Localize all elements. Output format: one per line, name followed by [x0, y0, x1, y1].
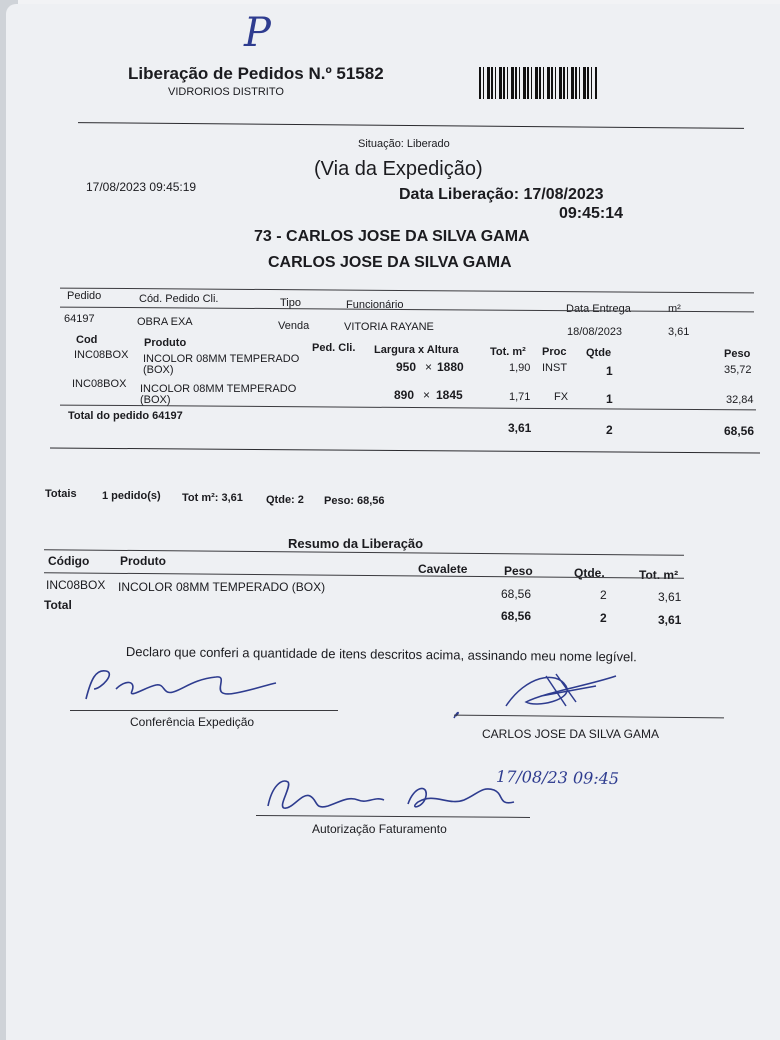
- handwritten-date: 17/08/23 09:45: [495, 766, 620, 789]
- resumo-total-qtde: 2: [600, 611, 607, 625]
- item-col-produto: Produto: [144, 337, 187, 349]
- item-col-qtde: Qtde: [586, 347, 612, 359]
- item-2-produto: INCOLOR 08MM TEMPERADO: [140, 383, 297, 395]
- resumo-col-codigo: Código: [48, 554, 90, 568]
- handwritten-mark: P: [244, 10, 271, 56]
- order-total-m2: 3,61: [508, 421, 532, 435]
- order-total-peso: 68,56: [724, 424, 755, 438]
- company-name: VIDRORIOS DISTRITO: [168, 86, 284, 98]
- status-text: Situação: Liberado: [358, 138, 450, 150]
- totais-qtde: Qtde: 2: [266, 494, 304, 506]
- col-funcionario: Funcionário: [346, 299, 404, 311]
- col-pedido: Pedido: [67, 290, 102, 302]
- resumo-col-peso: Peso: [504, 564, 533, 578]
- resumo-col-produto: Produto: [120, 554, 166, 568]
- totais-label: Totais: [45, 488, 77, 500]
- item-2-qtde: 1: [606, 392, 613, 406]
- client-line-2: CARLOS JOSE DA SILVA GAMA: [268, 254, 512, 271]
- order-total-qtde: 2: [606, 423, 613, 437]
- row-data-entrega: 18/08/2023: [567, 326, 623, 338]
- col-cod-pedido-cli: Cód. Pedido Cli.: [139, 293, 219, 305]
- row-tipo: Venda: [278, 320, 310, 332]
- resumo-col-tot-m2: Tot. m²: [639, 568, 679, 582]
- row-pedido: 64197: [64, 313, 95, 325]
- item-1-cod: INC08BOX: [74, 349, 129, 361]
- item-2-peso: 32,84: [726, 394, 754, 406]
- row-cod-pedido-cli: OBRA EXA: [137, 316, 193, 328]
- cliente-label: CARLOS JOSE DA SILVA GAMA: [482, 727, 659, 741]
- resumo-total-peso: 68,56: [501, 609, 532, 623]
- item-col-tot-m2: Tot. m²: [490, 346, 526, 358]
- order-total-label: Total do pedido 64197: [68, 410, 183, 422]
- item-1-qtde: 1: [606, 364, 613, 378]
- item-2-proc: FX: [554, 391, 569, 403]
- release-time: 09:45:14: [559, 205, 624, 222]
- resumo-row-tot-m2: 3,61: [658, 590, 682, 604]
- client-line-1: 73 - CARLOS JOSE DA SILVA GAMA: [254, 228, 530, 245]
- signature-line-conferencia: [70, 710, 338, 711]
- totais-m2: Tot m²: 3,61: [182, 492, 243, 504]
- item-1-proc: INST: [542, 362, 568, 374]
- resumo-col-qtde: Qtde.: [574, 566, 605, 580]
- declaration-text: Declaro que conferi a quantidade de itens descritos acima, assinando meu nome legível.: [125, 644, 637, 665]
- item-1-produto: INCOLOR 08MM TEMPERADO: [143, 353, 300, 365]
- col-data-entrega: Data Entrega: [566, 303, 631, 315]
- resumo-row-peso: 68,56: [501, 587, 532, 601]
- resumo-row-codigo: INC08BOX: [46, 578, 106, 592]
- item-2-altura: 1845: [436, 388, 463, 402]
- totais-peso: Peso: 68,56: [324, 495, 385, 507]
- row-m2: 3,61: [668, 326, 690, 338]
- item-1-x: ×: [425, 360, 433, 374]
- row-funcionario: VITORIA RAYANE: [344, 321, 434, 333]
- item-2-x: ×: [423, 388, 431, 402]
- item-1-largura: 950: [396, 360, 417, 374]
- resumo-total-label: Total: [44, 598, 72, 612]
- item-2-produto-2: (BOX): [140, 394, 171, 406]
- item-1-peso: 35,72: [724, 364, 752, 376]
- item-2-tot-m2: 1,71: [509, 391, 531, 403]
- resumo-col-cavalete: Cavalete: [418, 562, 468, 576]
- divider: [78, 122, 744, 129]
- col-tipo: Tipo: [280, 297, 301, 309]
- item-col-cod: Cod: [76, 334, 98, 346]
- release-date: Data Liberação: 17/08/2023: [399, 186, 604, 203]
- table-bottom-line: [50, 448, 760, 454]
- item-1-tot-m2: 1,90: [509, 362, 531, 374]
- resumo-row-qtde: 2: [600, 588, 607, 602]
- autorizacao-label: Autorização Faturamento: [312, 822, 447, 836]
- item-2-largura: 890: [394, 388, 415, 402]
- barcode: [479, 67, 597, 99]
- conferencia-label: Conferência Expedição: [130, 715, 255, 729]
- resumo-total-m2: 3,61: [658, 613, 682, 627]
- item-2-cod: INC08BOX: [72, 378, 127, 390]
- item-col-ped-cli: Ped. Cli.: [312, 342, 356, 354]
- item-col-largura-altura: Largura x Altura: [374, 344, 459, 356]
- resumo-row-produto: INCOLOR 08MM TEMPERADO (BOX): [118, 580, 326, 594]
- item-1-produto-2: (BOX): [143, 364, 174, 376]
- document-page: [6, 4, 780, 1040]
- printed-timestamp: 17/08/2023 09:45:19: [86, 180, 197, 194]
- via-title: (Via da Expedição): [314, 158, 483, 180]
- item-col-proc: Proc: [542, 346, 567, 358]
- header-line: [60, 307, 754, 313]
- totais-pedidos: 1 pedido(s): [102, 490, 161, 502]
- signature-cliente: [446, 666, 636, 722]
- document-title: Liberação de Pedidos N.º 51582: [128, 64, 384, 83]
- item-col-peso: Peso: [724, 348, 751, 360]
- resumo-title: Resumo da Liberação: [288, 536, 424, 551]
- signature-conferencia: [66, 659, 286, 709]
- col-m2: m²: [668, 303, 681, 315]
- item-1-altura: 1880: [437, 360, 464, 374]
